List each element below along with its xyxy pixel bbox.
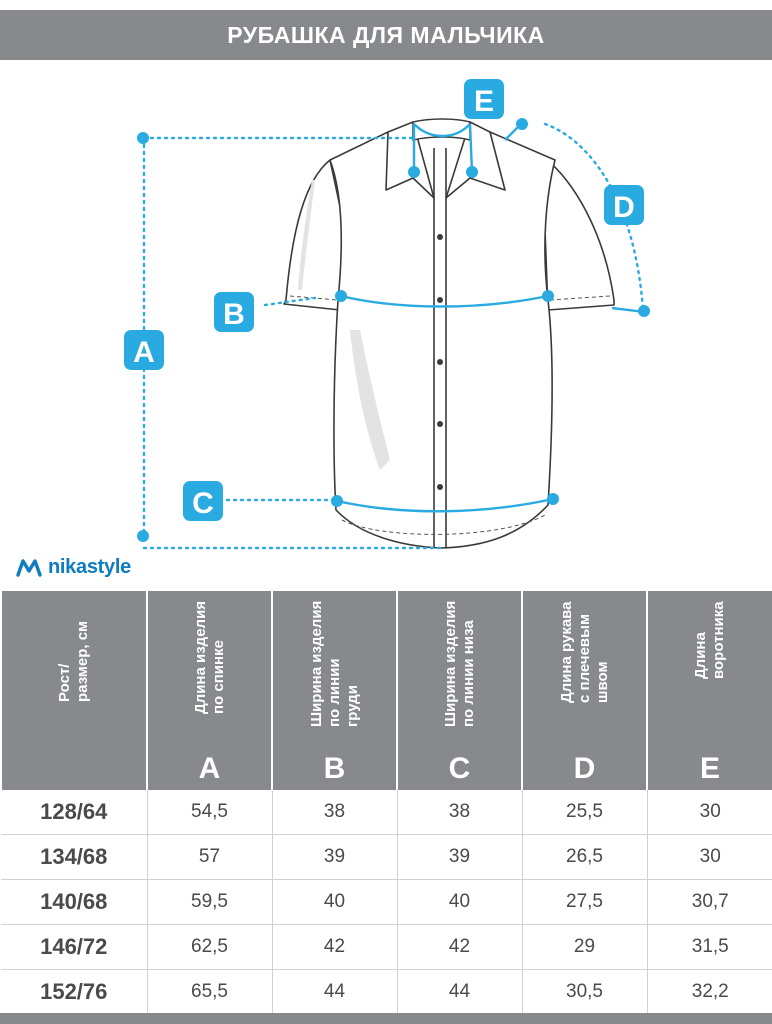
column-header-text: Длина изделия по спинке [191, 601, 227, 715]
badge-b-label: B [223, 298, 245, 331]
column-header-b [272, 591, 397, 790]
column-header-text: Ширина изделия по линии низа [441, 601, 477, 728]
nikastyle-logo-icon [16, 557, 42, 577]
column-header-e [647, 591, 772, 790]
table-header-row [1, 591, 772, 790]
column-header-c [397, 591, 522, 790]
cell-value: 38 [397, 790, 522, 835]
cell-value: 29 [522, 925, 647, 970]
table-row [1, 790, 772, 835]
column-header-text: Длина рукава с плечевым швом [557, 601, 611, 703]
badge-b-icon [214, 292, 254, 332]
badge-d-icon [604, 185, 644, 225]
row-size: 134/68 [1, 835, 147, 880]
column-header-letter: E [699, 752, 720, 785]
cell-value: 39 [272, 835, 397, 880]
cell-value: 30 [647, 790, 772, 835]
cell-value: 27,5 [522, 880, 647, 925]
cell-value: 26,5 [522, 835, 647, 880]
badge-e-label: E [473, 85, 495, 118]
column-header-letter: B [323, 752, 346, 785]
footer-bar [0, 1013, 772, 1024]
cell-value: 59,5 [147, 880, 272, 925]
row-size: 146/72 [1, 925, 147, 970]
cell-value: 57 [147, 835, 272, 880]
badge-c-icon [183, 481, 223, 521]
row-size: 128/64 [1, 790, 147, 835]
cell-value: 44 [397, 970, 522, 1015]
cell-value: 40 [272, 880, 397, 925]
cell-value: 30,5 [522, 970, 647, 1015]
column-header-text: Длина воротника [692, 601, 727, 679]
shirt-illustration [284, 119, 614, 548]
column-header-a [147, 591, 272, 790]
cell-value: 54,5 [147, 790, 272, 835]
cell-value: 32,2 [647, 970, 772, 1015]
column-header-letter: D [573, 752, 596, 785]
cell-value: 42 [397, 925, 522, 970]
table-row [1, 880, 772, 925]
cell-value: 42 [272, 925, 397, 970]
badge-e-icon [464, 79, 504, 119]
cell-value: 40 [397, 880, 522, 925]
column-header-height [1, 591, 147, 790]
cell-value: 31,5 [647, 925, 772, 970]
cell-value: 39 [397, 835, 522, 880]
brand-logo [16, 555, 131, 579]
row-size: 140/68 [1, 880, 147, 925]
cell-value: 65,5 [147, 970, 272, 1015]
column-header-text: Ширина изделия по линии груди [307, 601, 361, 728]
cell-value: 38 [272, 790, 397, 835]
badge-a-label: A [133, 336, 155, 369]
badge-a-icon [124, 330, 164, 370]
table-row [1, 970, 772, 1015]
page-title: РУБАШКА ДЛЯ МАЛЬЧИКА [0, 10, 772, 60]
column-header-text: Рост/ размер, см [56, 621, 91, 703]
column-header-letter: A [198, 752, 221, 785]
size-table [0, 591, 772, 1015]
cell-value: 44 [272, 970, 397, 1015]
brand-name: nikastyle [48, 555, 131, 578]
cell-value: 30,7 [647, 880, 772, 925]
row-size: 152/76 [1, 970, 147, 1015]
cell-value: 62,5 [147, 925, 272, 970]
cell-value: 30 [647, 835, 772, 880]
shirt-measurement-diagram [0, 60, 772, 555]
table-row [1, 835, 772, 880]
column-header-d [522, 591, 647, 790]
cell-value: 25,5 [522, 790, 647, 835]
column-header-letter: C [448, 752, 471, 785]
badge-d-label: D [613, 191, 635, 224]
table-row [1, 925, 772, 970]
badge-c-label: C [192, 487, 214, 520]
